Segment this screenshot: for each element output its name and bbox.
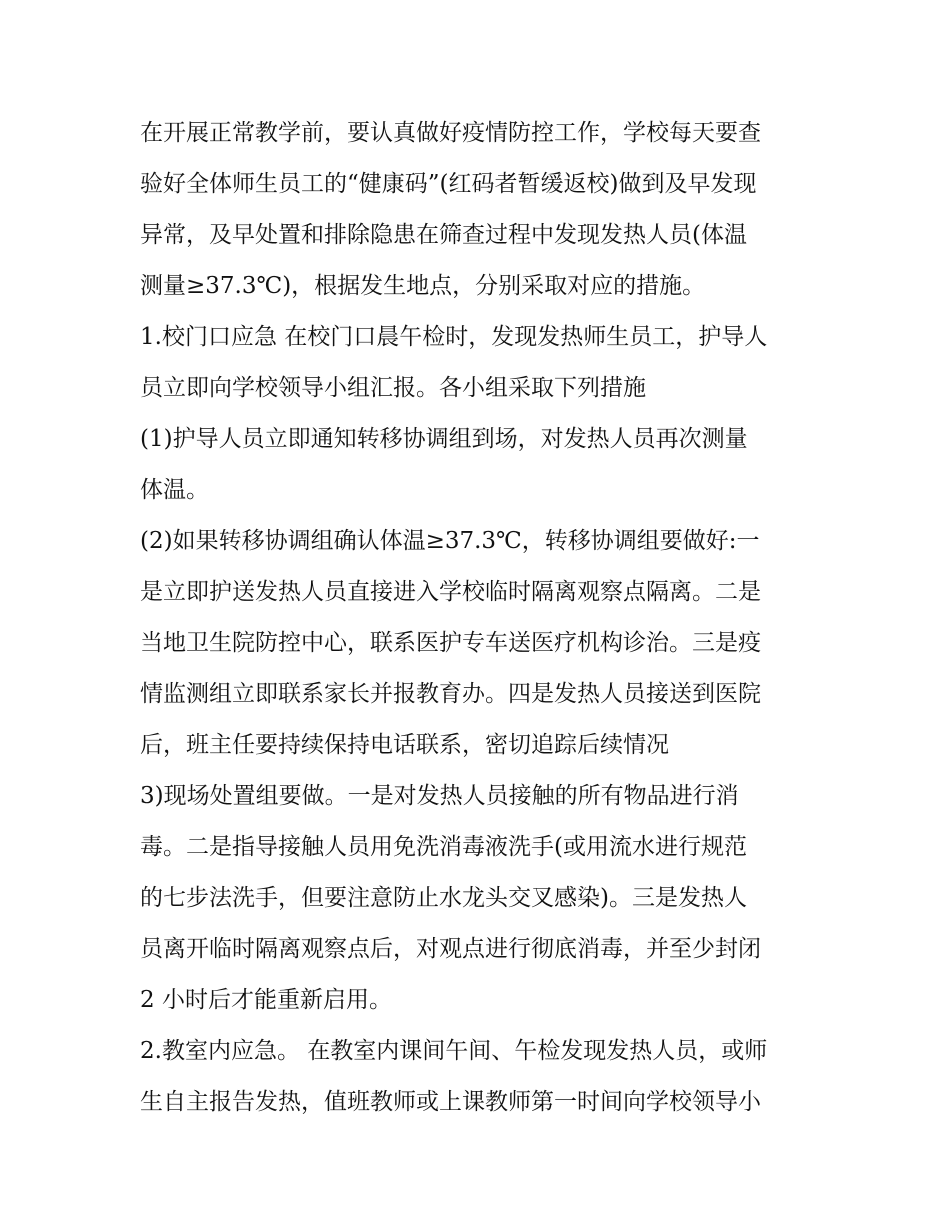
text-line: (1)护导人员立即通知转移协调组到场，对发热人员再次测量	[140, 426, 748, 452]
text-line: 2 小时后才能重新启用。	[140, 987, 392, 1013]
text-line: 员离开临时隔离观察点后，对观点进行彻底消毒，并至少封闭	[140, 936, 761, 962]
text-line: 生自主报告发热，值班教师或上课教师第一时间向学校领导小	[140, 1089, 761, 1115]
text-line: 后，班主任要持续保持电话联系，密切追踪后续情况	[140, 732, 669, 758]
text-line: 的七步法洗手，但要注意防止水龙头交叉感染)。三是发热人	[140, 885, 747, 911]
text-line: 体温。	[140, 477, 209, 503]
text-line: 1.校门口应急 在校门口晨午检时，发现发热师生员工，护导人	[140, 324, 768, 350]
text-line: 2.教室内应急。 在教室内课间午间、午检发现发热人员，或师	[140, 1038, 768, 1064]
text-line: 异常，及早处置和排除隐患在筛查过程中发现发热人员(体温	[140, 222, 747, 248]
text-line: 测量≥37.3℃)，根据发生地点，分别采取对应的措施。	[140, 273, 706, 299]
text-line: 在开展正常教学前，要认真做好疫情防控工作，学校每天要查	[140, 120, 761, 146]
text-line: 情监测组立即联系家长并报教育办。四是发热人员接送到医院	[140, 681, 761, 707]
text-line: 验好全体师生员工的“健康码”(红码者暂缓返校)做到及早发现	[140, 171, 757, 197]
text-line: 是立即护送发热人员直接进入学校临时隔离观察点隔离。二是	[140, 579, 761, 605]
document-body	[140, 108, 812, 1128]
text-line: 员立即向学校领导小组汇报。各小组采取下列措施	[140, 375, 646, 401]
text-line: 毒。二是指导接触人员用免洗消毒液洗手(或用流水进行规范	[140, 834, 747, 860]
text-line: (2)如果转移协调组确认体温≥37.3℃，转移协调组要做好:一	[140, 528, 760, 554]
text-line: 3)现场处置组要做。一是对发热人员接触的所有物品进行消	[140, 783, 739, 809]
text-line: 当地卫生院防控中心，联系医护专车送医疗机构诊治。三是疫	[140, 630, 761, 656]
